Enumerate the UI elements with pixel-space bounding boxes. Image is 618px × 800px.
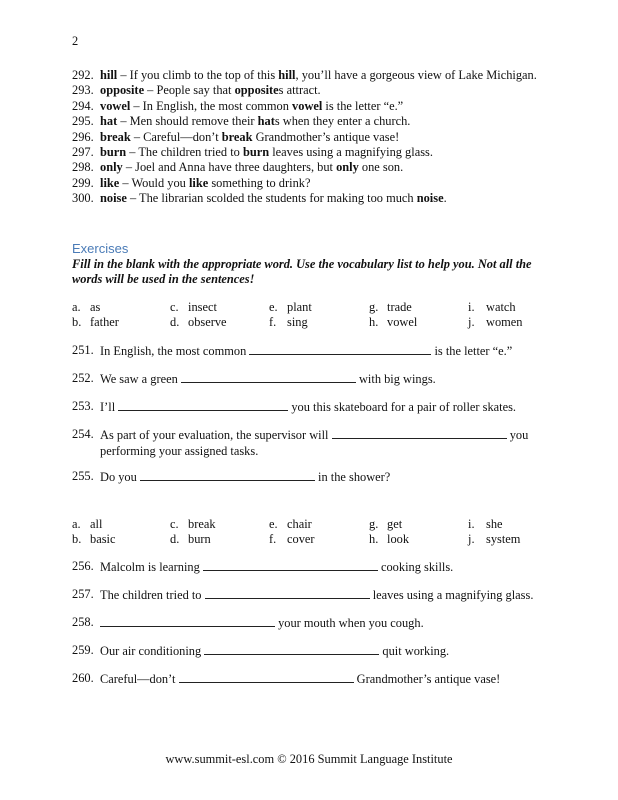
option-letter: e. bbox=[269, 517, 278, 531]
answer-blank[interactable] bbox=[203, 559, 378, 571]
exercises-heading: Exercises bbox=[72, 241, 129, 256]
word-option bbox=[72, 315, 119, 330]
vocab-number: 292. bbox=[72, 68, 94, 82]
question-number: 258. bbox=[72, 615, 94, 629]
option-word: father bbox=[90, 315, 119, 329]
word-option bbox=[72, 300, 100, 315]
word-option bbox=[170, 300, 217, 315]
word-option bbox=[170, 532, 211, 547]
option-letter: a. bbox=[72, 517, 81, 531]
exercise-question bbox=[72, 371, 542, 388]
option-letter: i. bbox=[468, 300, 475, 314]
vocab-number: 296. bbox=[72, 129, 94, 144]
word-option bbox=[72, 532, 115, 547]
word-option bbox=[269, 315, 308, 330]
answer-blank[interactable] bbox=[332, 427, 507, 439]
vocab-example-text: – Joel and Anna have three daughters, but bbox=[122, 160, 337, 175]
option-word: trade bbox=[387, 300, 412, 314]
question-text bbox=[72, 399, 542, 416]
vocab-word: only bbox=[100, 160, 123, 175]
question-number: 254. bbox=[72, 427, 94, 441]
question-text-after: cooking skills. bbox=[377, 560, 454, 574]
vocab-example-text: something to drink? bbox=[208, 175, 311, 190]
answer-blank[interactable] bbox=[181, 371, 356, 383]
question-text-before: The children tried to bbox=[100, 588, 205, 602]
vocab-number: 295. bbox=[72, 114, 94, 129]
answer-blank[interactable] bbox=[205, 587, 370, 599]
question-text-after: leaves using a magnifying glass. bbox=[369, 588, 534, 602]
question-text-before: Do you bbox=[100, 470, 140, 484]
answer-blank[interactable] bbox=[179, 671, 354, 683]
question-text-after: in the shower? bbox=[314, 470, 391, 484]
vocab-number: 299. bbox=[72, 175, 94, 190]
vocab-word: burn bbox=[100, 145, 127, 160]
option-letter: h. bbox=[369, 532, 379, 546]
vocab-example-keyword: vowel bbox=[292, 98, 323, 113]
word-option bbox=[468, 300, 516, 315]
exercise-question bbox=[72, 469, 542, 486]
vocab-word: opposite bbox=[100, 83, 145, 98]
vocab-example-text: – People say that bbox=[144, 83, 235, 98]
word-option bbox=[369, 315, 417, 330]
vocab-word: vowel bbox=[100, 98, 131, 113]
exercise-question bbox=[72, 559, 542, 576]
vocab-example-keyword: hat bbox=[257, 114, 275, 129]
vocab-item bbox=[72, 130, 552, 145]
vocab-example-text: is the letter “e.” bbox=[322, 98, 404, 113]
option-word: all bbox=[90, 517, 103, 531]
vocab-example-text: – If you climb to the top of this bbox=[117, 68, 279, 82]
exercise-question bbox=[72, 587, 542, 604]
option-word: women bbox=[486, 315, 523, 329]
vocab-item bbox=[72, 68, 552, 83]
vocab-item bbox=[72, 160, 552, 175]
question-number: 255. bbox=[72, 469, 94, 483]
vocab-item bbox=[72, 114, 552, 129]
option-word: vowel bbox=[387, 315, 418, 329]
question-text-after: you performing your assigned tasks. bbox=[100, 428, 529, 458]
question-number: 253. bbox=[72, 399, 94, 413]
page-number: 2 bbox=[72, 34, 79, 48]
option-letter: d. bbox=[170, 532, 180, 546]
option-word: look bbox=[387, 532, 410, 546]
vocab-example-text: Grandmother’s antique vase! bbox=[252, 129, 400, 144]
option-letter: f. bbox=[269, 532, 277, 546]
vocab-item bbox=[72, 145, 552, 160]
vocab-number: 300. bbox=[72, 191, 94, 206]
question-text-after: Grandmother’s antique vase! bbox=[353, 672, 501, 686]
question-text bbox=[72, 371, 542, 388]
question-text bbox=[72, 671, 542, 688]
vocab-word: noise bbox=[100, 191, 127, 206]
vocabulary-list bbox=[72, 68, 552, 207]
vocab-item bbox=[72, 99, 552, 114]
answer-blank[interactable] bbox=[140, 469, 315, 481]
question-text bbox=[72, 469, 542, 486]
option-word: observe bbox=[188, 315, 227, 329]
exercise-question bbox=[72, 427, 542, 459]
answer-blank[interactable] bbox=[100, 615, 275, 627]
option-letter: i. bbox=[468, 517, 475, 531]
question-text-before: Careful—don’t bbox=[100, 672, 179, 686]
question-number: 257. bbox=[72, 587, 94, 601]
option-word: sing bbox=[287, 315, 308, 329]
option-word: watch bbox=[486, 300, 516, 314]
question-text-after: you this skateboard for a pair of roller skates. bbox=[288, 400, 517, 414]
word-bank-1 bbox=[72, 300, 552, 330]
word-bank-2 bbox=[72, 517, 552, 547]
question-text-after: is the letter “e.” bbox=[431, 344, 513, 358]
option-letter: b. bbox=[72, 315, 82, 329]
exercise-question bbox=[72, 671, 542, 688]
vocab-example-text: – Would you bbox=[119, 175, 189, 190]
question-text-before: In English, the most common bbox=[100, 344, 250, 358]
option-letter: d. bbox=[170, 315, 180, 329]
option-letter: a. bbox=[72, 300, 81, 314]
vocab-example-text: – Careful—don’t bbox=[130, 129, 222, 144]
option-letter: g. bbox=[369, 300, 379, 314]
vocab-example-keyword: hill bbox=[278, 68, 296, 82]
word-option bbox=[369, 517, 402, 532]
vocab-number: 297. bbox=[72, 145, 94, 160]
answer-blank[interactable] bbox=[204, 643, 379, 655]
option-word: as bbox=[90, 300, 101, 314]
question-number: 260. bbox=[72, 671, 94, 685]
vocab-word: hill bbox=[100, 68, 118, 82]
question-text-before: Malcolm is learning bbox=[100, 560, 203, 574]
question-text-before: As part of your evaluation, the supervisor will bbox=[100, 428, 332, 442]
option-word: plant bbox=[287, 300, 312, 314]
word-option bbox=[72, 517, 102, 532]
word-option bbox=[468, 315, 522, 330]
vocab-word: like bbox=[100, 175, 120, 190]
option-word: chair bbox=[287, 517, 312, 531]
question-text bbox=[72, 587, 542, 604]
vocab-example-keyword: opposite bbox=[234, 83, 279, 98]
question-text-after: with big wings. bbox=[355, 372, 436, 386]
exercise-question bbox=[72, 399, 542, 416]
option-word: insect bbox=[188, 300, 217, 314]
answer-blank[interactable] bbox=[118, 399, 288, 411]
vocab-example-text: s when they enter a church. bbox=[274, 114, 411, 129]
vocab-example-text: leaves using a magnifying glass. bbox=[269, 145, 433, 160]
exercise-question bbox=[72, 343, 542, 360]
question-text bbox=[72, 615, 542, 632]
option-word: break bbox=[188, 517, 216, 531]
vocab-item bbox=[72, 176, 552, 191]
vocab-word: hat bbox=[100, 114, 118, 129]
word-option bbox=[468, 517, 503, 532]
question-text-after: quit working. bbox=[379, 644, 450, 658]
vocab-example-text: – The librarian scolded the students for making too much bbox=[126, 191, 417, 206]
vocab-example-keyword: only bbox=[336, 160, 359, 175]
exercise-question bbox=[72, 615, 542, 632]
question-text-before: Our air conditioning bbox=[100, 644, 205, 658]
question-text bbox=[72, 427, 542, 459]
word-option bbox=[369, 532, 409, 547]
vocab-example-keyword: burn bbox=[242, 145, 270, 160]
option-letter: e. bbox=[269, 300, 278, 314]
word-option bbox=[369, 300, 412, 315]
vocab-example-text: – In English, the most common bbox=[130, 98, 293, 113]
word-bank-row bbox=[72, 300, 552, 315]
option-word: system bbox=[486, 532, 521, 546]
option-word: she bbox=[486, 517, 503, 531]
vocab-number: 293. bbox=[72, 83, 94, 98]
option-letter: c. bbox=[170, 517, 179, 531]
word-bank-row bbox=[72, 315, 552, 330]
option-word: get bbox=[387, 517, 403, 531]
option-letter: h. bbox=[369, 315, 379, 329]
question-number: 251. bbox=[72, 343, 94, 357]
question-text-after: your mouth when you cough. bbox=[275, 616, 424, 630]
option-letter: c. bbox=[170, 300, 179, 314]
word-option bbox=[269, 532, 315, 547]
word-bank-row bbox=[72, 517, 552, 532]
question-number: 256. bbox=[72, 559, 94, 573]
vocab-example-text: – The children tried to bbox=[126, 145, 243, 160]
option-word: basic bbox=[90, 532, 116, 546]
option-word: burn bbox=[188, 532, 211, 546]
option-letter: b. bbox=[72, 532, 82, 546]
vocab-example-text: – Men should remove their bbox=[117, 114, 258, 129]
vocab-example-keyword: noise bbox=[416, 191, 444, 206]
vocab-item bbox=[72, 191, 552, 206]
question-text-before: We saw a green bbox=[100, 372, 181, 386]
exercise-question bbox=[72, 643, 542, 660]
word-option bbox=[170, 315, 227, 330]
option-word: cover bbox=[287, 532, 315, 546]
option-letter: f. bbox=[269, 315, 277, 329]
page-footer: www.summit-esl.com © 2016 Summit Language Institute bbox=[165, 752, 453, 766]
vocab-number: 294. bbox=[72, 98, 94, 113]
instructions: Fill in the blank with the appropriate word. Use the vocabulary list to help you. Not all the words will be used in the sentences! bbox=[72, 257, 532, 286]
vocab-example-text: , you’ll have a gorgeous view of Lake Michigan. bbox=[295, 68, 537, 82]
question-number: 252. bbox=[72, 371, 94, 385]
vocab-number: 298. bbox=[72, 160, 94, 175]
option-letter: j. bbox=[468, 532, 475, 546]
question-number: 259. bbox=[72, 643, 94, 657]
vocab-example-keyword: break bbox=[221, 129, 253, 144]
word-bank-row bbox=[72, 532, 552, 547]
question-text-before: I’ll bbox=[100, 400, 119, 414]
word-option bbox=[269, 300, 312, 315]
question-text bbox=[72, 559, 542, 576]
vocab-example-text: s attract. bbox=[278, 83, 321, 98]
vocab-example-text: one son. bbox=[358, 160, 404, 175]
vocab-word: break bbox=[100, 129, 131, 144]
option-letter: j. bbox=[468, 315, 475, 329]
question-text bbox=[72, 343, 542, 360]
word-option bbox=[468, 532, 520, 547]
vocab-item bbox=[72, 83, 552, 98]
answer-blank[interactable] bbox=[249, 343, 431, 355]
option-letter: g. bbox=[369, 517, 379, 531]
vocab-example-keyword: like bbox=[188, 175, 209, 190]
question-text bbox=[72, 643, 542, 660]
word-option bbox=[170, 517, 216, 532]
vocab-example-text: . bbox=[443, 191, 447, 206]
word-option bbox=[269, 517, 312, 532]
